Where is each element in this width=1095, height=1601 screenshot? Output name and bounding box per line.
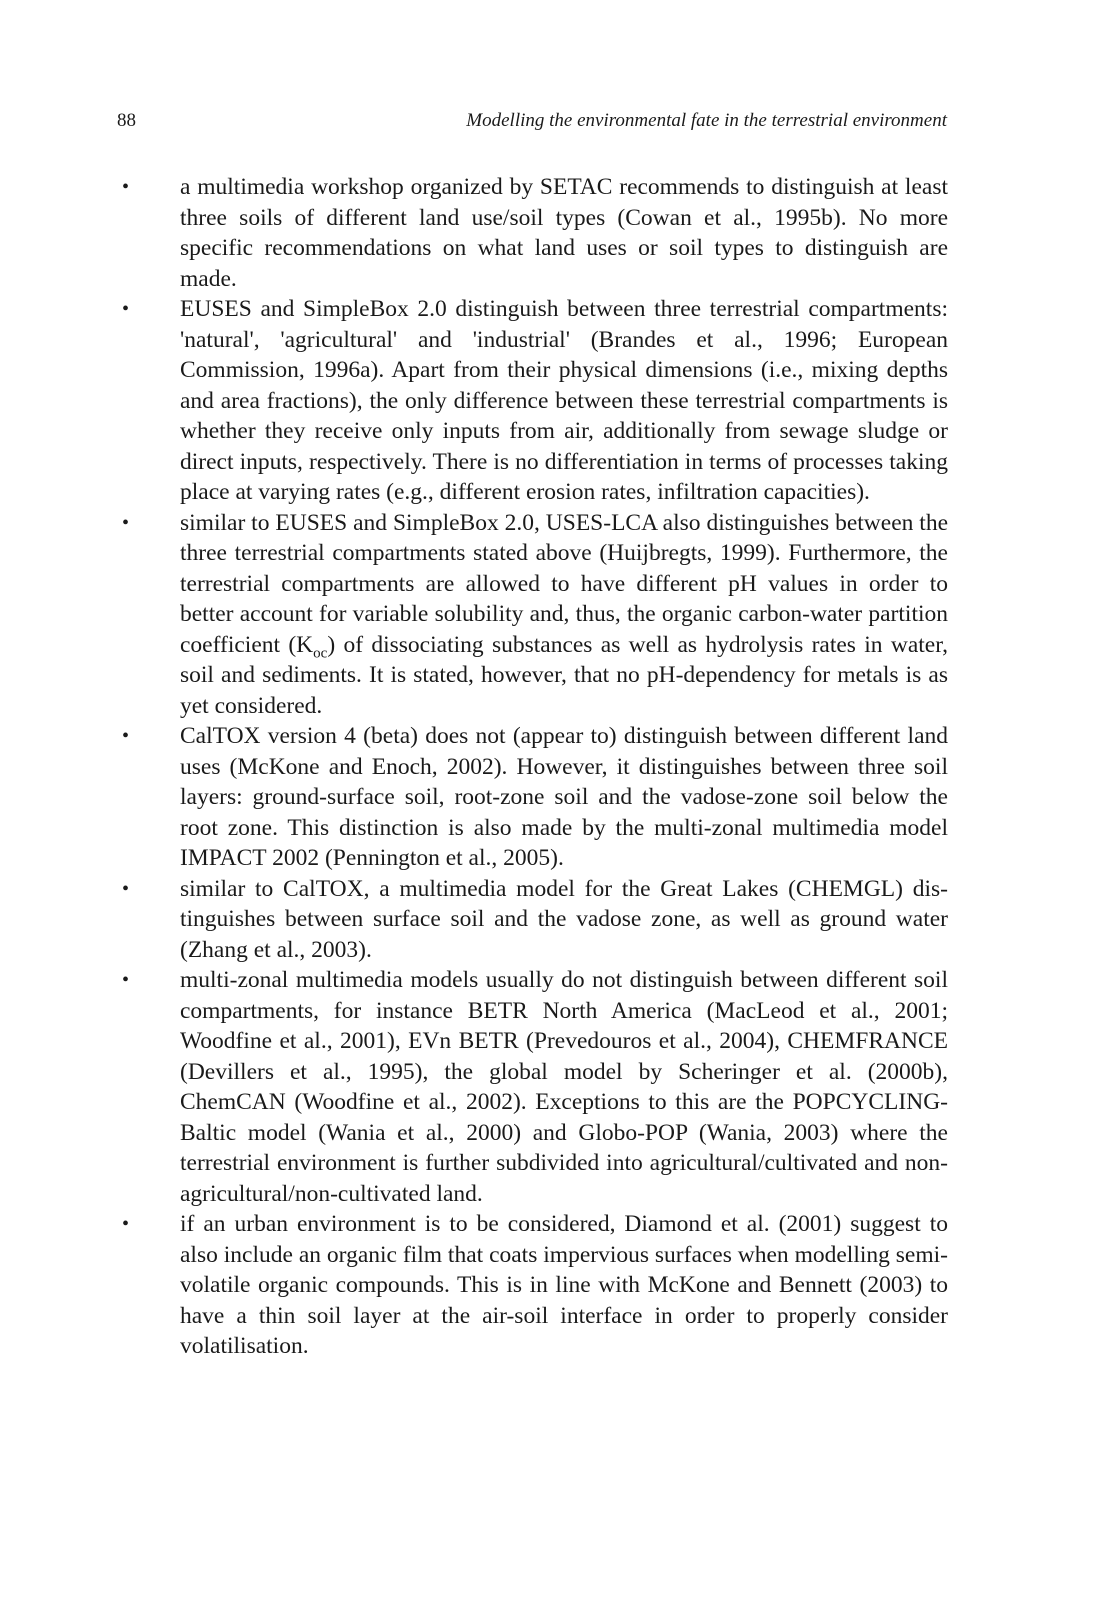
bullet-icon: •: [122, 1213, 130, 1235]
list-item-text: CalTOX version 4 (beta) does not (appear to) distinguish between different land uses (McKone and Enoch, 2002). However, it distinguishes between three soil layers: ground-surface soil, root-zone soil and the vadose-zone soil below the root zone. This distinction is also made by the multi-zonal multimedia model IMPACT 2002 (Pennington et al., 2005).: [180, 723, 948, 871]
list-item: [122, 721, 948, 874]
list-item: [122, 508, 948, 722]
page-header: [117, 110, 947, 140]
bullet-icon: •: [122, 877, 130, 900]
page-number: 88: [117, 110, 136, 131]
list-item: [122, 965, 948, 1209]
list-item-text: if an urban environment is to be considered, Diamond et al. (2001) suggest to also include an organic film that coats impervious surfaces when modelling semi-volatile organic compounds. This is in line with McKone and Bennett (2003) to have a thin soil layer at the air-soil interface in order to properly consider volatilisation.: [180, 1211, 948, 1359]
list-item: [122, 1209, 948, 1362]
bullet-icon: •: [122, 298, 130, 320]
bullet-icon: •: [122, 511, 130, 534]
list-item-text-part: ) of dissociating substances as well as hydrolysis rates in water, soil and sediments. It is stated, however, that no pH-dependency for metals is as yet considered.: [180, 631, 948, 719]
list-item: [122, 172, 948, 294]
list-item-text-part: similar to EUSES and SimpleBox 2.0, USES-LCA also distinguishes between the three terrestrial compartments stated above (Huijbregts, 1999). Furthermore, the terrestrial compartments are allowed to have different pH values in order to better account for variable solubility and, thus, the organic carbon-water partition coefficient (K: [180, 509, 948, 658]
bullet-icon: •: [122, 725, 130, 747]
bullet-icon: •: [122, 176, 130, 198]
list-item-text: multi-zonal multimedia models usually do not distinguish between different soil compartments, for instance BETR North America (MacLeod et al., 2001; Woodfine et al., 2001), EVn BETR (Prevedouros et al., 2004), CHEMFRANCE (Devillers et al., 1995), the global model by Scheringer et al. (2000b), ChemCAN (Woodfine et al., 2002). Exceptions to this are the POPCYCLING-Baltic model (Wania et al., 2000) and Globo-POP (Wania, 2003) where the terrestrial environment is further subdivided into agricultural/cultivated and non-agricultural/non-cultivated land.: [180, 967, 948, 1207]
running-title: Modelling the environmental fate in the terrestrial environment: [466, 110, 947, 131]
list-item: [122, 874, 948, 966]
bullet-list: [122, 172, 948, 1362]
list-item: [122, 294, 948, 508]
list-item-text: [180, 510, 948, 719]
bullet-icon: •: [122, 969, 130, 991]
list-item-text: a multimedia workshop organized by SETAC recommends to distinguish at least three soils of different land use/soil types (Cowan et al., 1995b). No more specific recommendations on what land uses or soil types to distinguish are made.: [180, 174, 948, 292]
list-item-text: EUSES and SimpleBox 2.0 distinguish between three terrestrial compartments: 'natural', 'agricultural' and 'industrial' (Brandes et al., 1996; European Commission, 1996a). Apart from their physical dimensions (i.e., mixing depths and area fractions), the only difference between these terrestrial compartments is whether they receive only inputs from air, additionally from sewage sludge or direct inputs, respectively. There is no differentiation in terms of processes taking place at varying rates (e.g., different erosion rates, infiltration capacities).: [180, 296, 948, 505]
koc-subscript: oc: [313, 645, 328, 662]
list-item-text: similar to CalTOX, a multimedia model for the Great Lakes (CHEMGL) distinguishes between surface soil and the vadose zone, as well as ground water (Zhang et al., 2003).: [180, 875, 948, 963]
